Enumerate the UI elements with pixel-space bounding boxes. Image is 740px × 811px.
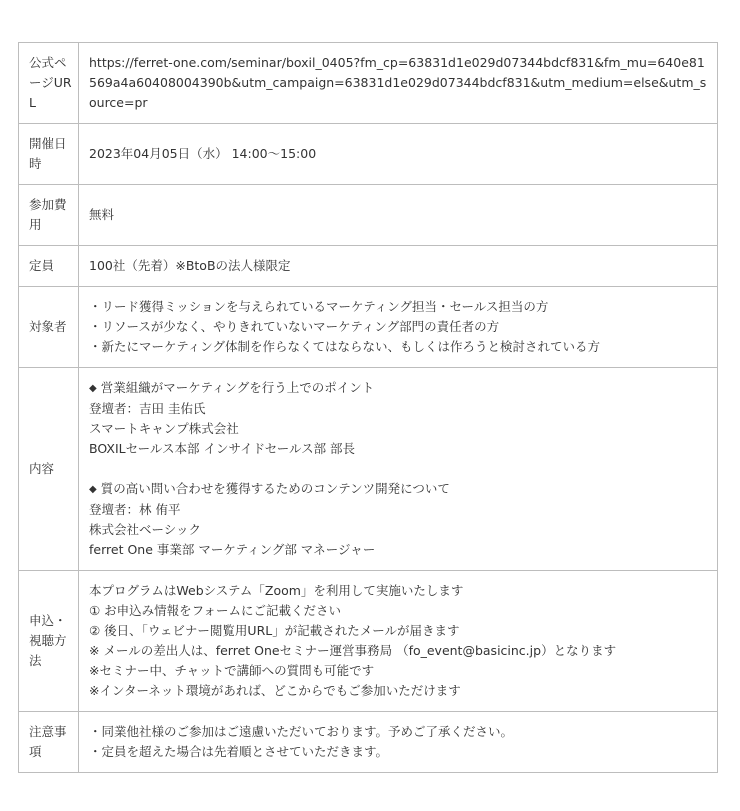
session-2-title-text: 質の高い問い合わせを獲得するためのコンテンツ開発について <box>100 481 450 496</box>
row-value-content <box>79 368 718 571</box>
diamond-bullet-icon: ◆ <box>89 383 97 394</box>
table-row-content <box>19 368 718 571</box>
row-value-notes <box>79 712 718 773</box>
row-label-fee: 参加費用 <box>19 185 79 246</box>
target-line: ・新たにマーケティング体制を作らなくてはならない、もしくは作ろうと検討されている方 <box>89 339 601 354</box>
row-label-notes: 注意事項 <box>19 712 79 773</box>
apply-line: ※セミナー中、チャットで講師への質問も可能です <box>89 663 375 678</box>
notes-line: ・定員を超えた場合は先着順とさせていただきます。 <box>89 744 389 759</box>
session-1-speaker: 登壇者：吉田 圭佑氏 <box>89 401 206 416</box>
table-row-url <box>19 43 718 124</box>
table-row-date <box>19 124 718 185</box>
target-line: ・リソースが少なく、やりきれていないマーケティング部門の責任者の方 <box>89 319 500 334</box>
table-row-fee <box>19 185 718 246</box>
apply-line: 本プログラムはWebシステム「Zoom」を利用して実施いたします <box>89 583 464 598</box>
table-row-apply <box>19 571 718 712</box>
notes-line: ・同業他社様のご参加はご遠慮いただいております。予めご了承ください。 <box>89 724 514 739</box>
apply-line: ② 後日、「ウェビナー閲覧用URL」が記載されたメールが届きます <box>89 623 460 638</box>
apply-line: ① お申込み情報をフォームにご記載ください <box>89 603 342 618</box>
row-label-capacity: 定員 <box>19 246 79 287</box>
table-row-notes <box>19 712 718 773</box>
spacer <box>89 459 709 479</box>
session-1-position: BOXILセールス本部 インサイドセールス部 部長 <box>89 441 356 456</box>
apply-line: ※ メールの差出人は、ferret Oneセミナー運営事務局 （fo_event@basicinc.jp）となります <box>89 643 617 658</box>
session-1-company: スマートキャンプ株式会社 <box>89 421 239 436</box>
official-page-link[interactable]: https://ferret-one.com/seminar/boxil_0405?fm_cp=63831d1e029d07344bdcf831&fm_mu=640e81569a4a60408004390b&utm_campaign=63831d1e029d07344bdcf831&utm_medium=else&utm_source=pr <box>89 55 707 110</box>
row-label-target: 対象者 <box>19 287 79 368</box>
row-value-target <box>79 287 718 368</box>
table-row-target <box>19 287 718 368</box>
row-value-url <box>79 43 718 124</box>
row-label-url: 公式ページURL <box>19 43 79 124</box>
row-value-apply <box>79 571 718 712</box>
session-2-title <box>89 479 709 500</box>
seminar-info-table <box>18 42 718 773</box>
row-label-apply: 申込・視聴方法 <box>19 571 79 712</box>
row-label-date: 開催日時 <box>19 124 79 185</box>
row-value-fee: 無料 <box>79 185 718 246</box>
session-1-title-text: 営業組織がマーケティングを行う上でのポイント <box>100 380 375 395</box>
session-2-position: ferret One 事業部 マーケティング部 マネージャー <box>89 542 376 557</box>
table-row-capacity <box>19 246 718 287</box>
target-line: ・リード獲得ミッションを与えられているマーケティング担当・セールス担当の方 <box>89 299 549 314</box>
session-2-speaker: 登壇者：林 侑平 <box>89 502 181 517</box>
row-label-content: 内容 <box>19 368 79 571</box>
diamond-bullet-icon: ◆ <box>89 484 97 495</box>
session-1-title <box>89 378 709 399</box>
apply-line: ※インターネット環境があれば、どこからでもご参加いただけます <box>89 683 461 698</box>
session-2-company: 株式会社ベーシック <box>89 522 202 537</box>
row-value-date: 2023年04月05日（水） 14:00〜15:00 <box>79 124 718 185</box>
row-value-capacity: 100社（先着）※BtoBの法人様限定 <box>79 246 718 287</box>
